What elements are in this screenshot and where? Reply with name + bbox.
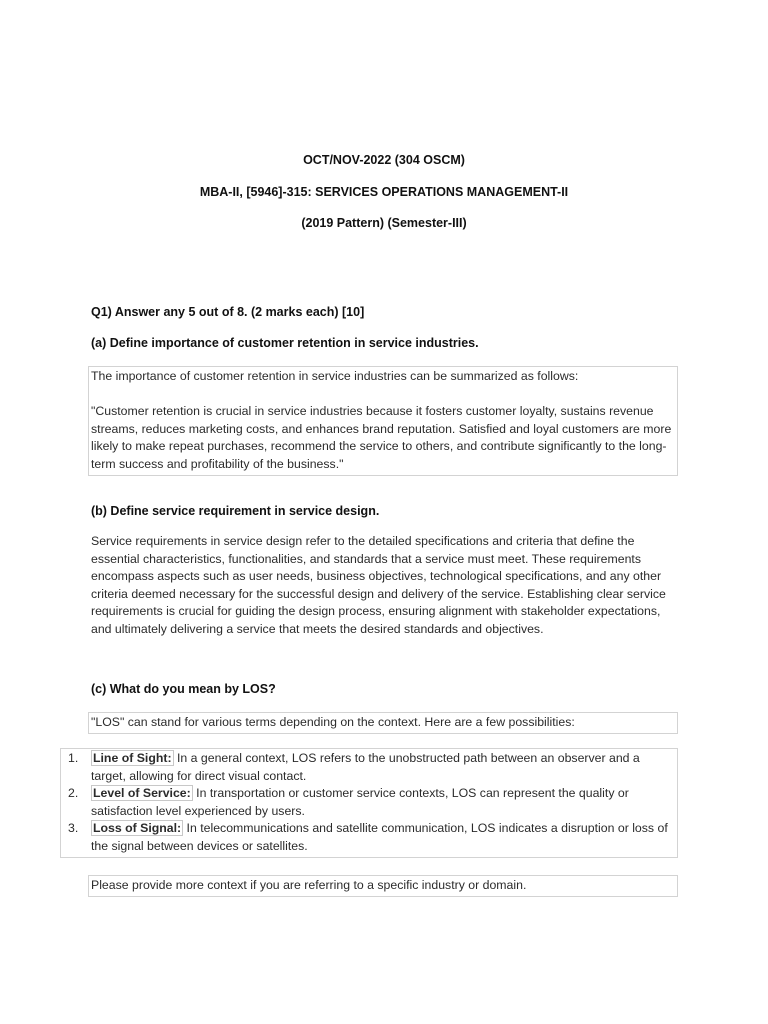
answer-c-intro: "LOS" can stand for various terms depending on the context. Here are a few possibilities: <box>91 715 575 729</box>
list-term: Level of Service: <box>93 786 191 801</box>
question-b-heading: (b) Define service requirement in service design. <box>91 504 380 518</box>
list-term: Loss of Signal: <box>93 821 182 836</box>
closing-note-box <box>88 875 678 897</box>
list-text: In a general context, LOS refers to the unobstructed path between an observer and a target, allowing for direct visual contact. <box>91 751 640 783</box>
answer-b-text: Service requirements in service design refer to the detailed specifications and criteria that define the essential characteristics, functionalities, and standards that a service must meet. These requirements encompass aspects such as user needs, business objectives, technological specifications, and any other criteria deemed necessary for the successful design and delivery of the service. Establishing clear service requirements is crucial for guiding the design process, ensuring alignment with stakeholder expectations, and ultimately delivering a service that meets the desired standards and objectives. <box>91 534 666 636</box>
list-item <box>61 820 673 855</box>
los-definitions-list <box>60 748 678 858</box>
closing-note: Please provide more context if you are referring to a specific industry or domain. <box>91 878 527 892</box>
question-c-heading: (c) What do you mean by LOS? <box>91 682 276 696</box>
list-number: 1. <box>68 751 79 765</box>
list-text: In telecommunications and satellite communication, LOS indicates a disruption or loss of the signal between devices or satellites. <box>91 821 668 853</box>
answer-a-text: "Customer retention is crucial in service industries because it fosters customer loyalty, sustains revenue streams, reduces marketing costs, and enhances brand reputation. Satisfied and loyal customers are more likely to make repeat purchases, recommend the service to others, and contribute significantly to the long-term success and profitability of the business." <box>91 404 672 471</box>
list-number: 3. <box>68 821 79 836</box>
list-item <box>61 785 673 820</box>
question-a-heading: (a) Define importance of customer retention in service industries. <box>91 336 479 350</box>
q1-instruction: Q1) Answer any 5 out of 8. (2 marks each) [10] <box>91 305 365 319</box>
list-number: 2. <box>68 786 79 801</box>
list-item <box>61 750 673 785</box>
answer-a-intro: The importance of customer retention in service industries can be summarized as follows: <box>91 369 579 383</box>
pattern-semester: (2019 Pattern) (Semester-III) <box>301 216 467 230</box>
exam-session-title: OCT/NOV-2022 (304 OSCM) <box>303 153 465 167</box>
answer-c-intro-box <box>88 712 678 734</box>
list-text: In transportation or customer service contexts, LOS can represent the quality or satisfaction level experienced by users. <box>91 786 629 818</box>
answer-a-box <box>88 366 678 476</box>
list-term: Line of Sight: <box>93 751 172 765</box>
course-title: MBA-II, [5946]-315: SERVICES OPERATIONS MANAGEMENT-II <box>199 185 569 199</box>
